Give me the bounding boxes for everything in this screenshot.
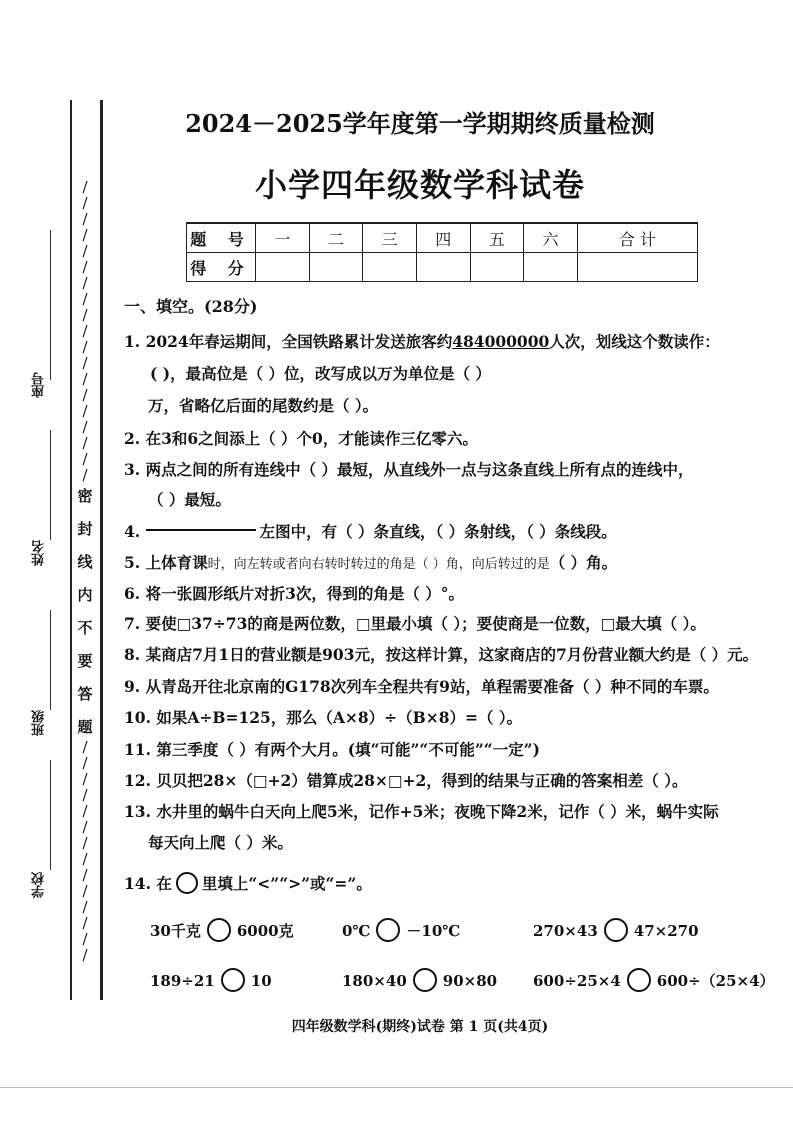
binding-slash: / bbox=[82, 322, 88, 340]
seat-line bbox=[50, 230, 51, 380]
score-col-total: 合 计 bbox=[577, 223, 697, 253]
compare-right: 10 bbox=[250, 972, 272, 990]
compare-circle[interactable] bbox=[207, 918, 231, 942]
compare-right: 90×80 bbox=[442, 972, 498, 990]
seal-char: 封 bbox=[77, 520, 93, 538]
binding-slash: / bbox=[82, 786, 88, 804]
seal-char: 密 bbox=[77, 487, 93, 505]
binding-slash: / bbox=[82, 274, 88, 292]
school-label: 学校 bbox=[32, 872, 47, 898]
seat-label: 座号 bbox=[32, 372, 47, 398]
compare-item bbox=[342, 920, 460, 944]
question-text: 人次，划线这个数读作： bbox=[549, 332, 720, 351]
question-13-line-2: 每天向上爬（ ）米。 bbox=[148, 833, 293, 852]
score-col: 五 bbox=[470, 223, 524, 253]
seal-char: 答 bbox=[77, 685, 93, 703]
binding-slash: / bbox=[82, 930, 88, 948]
binding-slash: / bbox=[82, 946, 88, 964]
line-segment-figure bbox=[146, 529, 256, 531]
score-col: 三 bbox=[363, 223, 417, 253]
circle-symbol bbox=[176, 872, 198, 894]
binding-slash: / bbox=[82, 178, 88, 196]
question-1-line-3: 万，省略亿后面的尾数约是（ ）。 bbox=[148, 396, 379, 415]
compare-circle[interactable] bbox=[604, 918, 628, 942]
question-text: （ ）角。 bbox=[549, 553, 618, 572]
binding-slash: / bbox=[82, 466, 88, 484]
question-text: 里填上“<”“>”或“=”。 bbox=[201, 874, 372, 893]
question-3-line-2: （ ）最短。 bbox=[148, 490, 231, 509]
binding-slash: / bbox=[82, 370, 88, 388]
question-text: 左图中，有（ ）条直线，（ ）条射线，（ ）条线段。 bbox=[259, 522, 617, 541]
score-cell[interactable] bbox=[256, 253, 310, 282]
question-text: 5. 上体育课 bbox=[124, 553, 208, 572]
score-cell[interactable] bbox=[416, 253, 470, 282]
binding-slash: / bbox=[82, 194, 88, 212]
compare-right: －10℃ bbox=[406, 922, 461, 940]
binding-slash: / bbox=[82, 914, 88, 932]
binding-slash: / bbox=[82, 850, 88, 868]
binding-slash: / bbox=[82, 802, 88, 820]
name-label: 姓名 bbox=[32, 540, 47, 566]
binding-slash: / bbox=[82, 898, 88, 916]
seal-char: 内 bbox=[77, 586, 93, 604]
question-6: 6. 将一张圆形纸片对折3次，得到的角是（ ）°。 bbox=[124, 584, 465, 603]
compare-right: 600÷（25×4） bbox=[656, 972, 775, 990]
question-1 bbox=[124, 330, 720, 352]
question-7: 7. 要使□37÷73的商是两位数，□里最小填（ ）；要使商是一位数，□最大填（ ）。 bbox=[124, 614, 706, 633]
score-col: 一 bbox=[256, 223, 310, 253]
seal-char: 线 bbox=[77, 553, 93, 571]
compare-right: 47×270 bbox=[633, 922, 699, 940]
score-row-label: 得 分 bbox=[187, 253, 256, 282]
class-label: 班级 bbox=[32, 710, 47, 736]
compare-item bbox=[150, 920, 294, 944]
compare-left: 30千克 bbox=[150, 922, 201, 940]
exam-header: 2024－2025学年度第一学期期终质量检测 bbox=[185, 109, 655, 138]
question-text-small: 时，向左转或者向右转时转过的角是（ ）角，向后转过的是 bbox=[207, 557, 550, 572]
score-col: 二 bbox=[309, 223, 363, 253]
compare-item bbox=[342, 970, 497, 994]
binding-line-inner bbox=[100, 100, 103, 1000]
binding-slash: / bbox=[82, 818, 88, 836]
compare-item bbox=[533, 970, 775, 994]
compare-circle[interactable] bbox=[627, 968, 651, 992]
score-table bbox=[186, 222, 698, 282]
score-table-header-row bbox=[187, 223, 698, 253]
name-line bbox=[50, 430, 51, 540]
score-col: 四 bbox=[416, 223, 470, 253]
binding-slash: / bbox=[82, 434, 88, 452]
compare-right: 6000克 bbox=[236, 922, 294, 940]
question-12: 12. 贝贝把28×（□+2）错算成28×□+2，得到的结果与正确的答案相差（ ）。 bbox=[124, 771, 688, 790]
compare-left: 600÷25×4 bbox=[533, 972, 621, 990]
score-col-label: 题 号 bbox=[187, 223, 256, 253]
compare-circle[interactable] bbox=[376, 918, 400, 942]
binding-slash: / bbox=[82, 882, 88, 900]
question-8: 8. 某商店7月1日的营业额是903元，按这样计算，这家商店的7月份营业额大约是（ ）元。 bbox=[124, 645, 759, 664]
score-cell[interactable] bbox=[309, 253, 363, 282]
question-5 bbox=[124, 551, 617, 573]
question-11: 11. 第三季度（ ）有两个大月。(填“可能”“不可能”“一定”) bbox=[124, 740, 540, 759]
binding-slash: / bbox=[82, 354, 88, 372]
binding-slash: / bbox=[82, 258, 88, 276]
compare-left: 270×43 bbox=[533, 922, 598, 940]
compare-item bbox=[150, 970, 272, 994]
binding-slash: / bbox=[82, 226, 88, 244]
seal-char: 不 bbox=[77, 619, 93, 637]
binding-slash: / bbox=[82, 754, 88, 772]
binding-slash: / bbox=[82, 386, 88, 404]
page-footer: 四年级数学科(期终)试卷 第 1 页(共4页) bbox=[291, 1019, 549, 1035]
binding-slash: / bbox=[82, 306, 88, 324]
score-cell[interactable] bbox=[470, 253, 524, 282]
question-1-line-2: ( )，最高位是（ ）位，改写成以万为单位是（ ） bbox=[150, 364, 491, 383]
binding-slash: / bbox=[82, 834, 88, 852]
school-line bbox=[50, 760, 51, 870]
score-col: 六 bbox=[524, 223, 578, 253]
binding-slash: / bbox=[82, 402, 88, 420]
question-13: 13. 水井里的蜗牛白天向上爬5米，记作+5米；夜晚下降2米，记作（ ）米，蜗牛实际 bbox=[124, 802, 719, 821]
seal-char: 题 bbox=[77, 718, 93, 736]
score-table-score-row bbox=[187, 253, 698, 282]
section-title: 一、填空。(28分) bbox=[124, 297, 258, 316]
binding-slash: / bbox=[82, 290, 88, 308]
binding-slash: / bbox=[82, 338, 88, 356]
binding-slash: / bbox=[82, 738, 88, 756]
compare-circle[interactable] bbox=[221, 968, 245, 992]
compare-item bbox=[533, 920, 699, 944]
compare-left: 0℃ bbox=[342, 922, 371, 940]
seal-char: 要 bbox=[77, 652, 93, 670]
underlined-number: 484000000 bbox=[452, 332, 550, 351]
question-number: 4. bbox=[124, 522, 141, 541]
question-text: 1. 2024年春运期间，全国铁路累计发送旅客约 bbox=[124, 332, 453, 351]
compare-left: 189÷21 bbox=[150, 972, 215, 990]
bottom-rule bbox=[0, 1087, 793, 1088]
question-14 bbox=[124, 872, 372, 896]
question-text: 14. 在 bbox=[124, 874, 172, 893]
score-cell[interactable] bbox=[524, 253, 578, 282]
binding-slash: / bbox=[82, 770, 88, 788]
question-3: 3. 两点之间的所有连线中（ ）最短，从直线外一点与这条直线上所有点的连线中， bbox=[124, 460, 694, 479]
binding-line-outer bbox=[70, 100, 72, 1000]
binding-slash: / bbox=[82, 450, 88, 468]
score-cell[interactable] bbox=[363, 253, 417, 282]
compare-left: 180×40 bbox=[342, 972, 407, 990]
binding-slash: / bbox=[82, 418, 88, 436]
class-line bbox=[50, 610, 51, 710]
question-4 bbox=[124, 520, 617, 542]
binding-slash: / bbox=[82, 866, 88, 884]
binding-slash: / bbox=[82, 210, 88, 228]
binding-slash: / bbox=[82, 242, 88, 260]
score-cell[interactable] bbox=[577, 253, 697, 282]
compare-circle[interactable] bbox=[413, 968, 437, 992]
question-9: 9. 从青岛开往北京南的G178次列车全程共有9站，单程需要准备（ ）种不同的车票。 bbox=[124, 677, 719, 696]
question-10: 10. 如果A÷B=125，那么（A×8）÷（B×8）=（ ）。 bbox=[124, 708, 523, 727]
binding-strip bbox=[0, 100, 112, 1000]
exam-title: 小学四年级数学科试卷 bbox=[254, 166, 585, 204]
question-2: 2. 在3和6之间添上（ ）个0，才能读作三亿零六。 bbox=[124, 429, 478, 448]
